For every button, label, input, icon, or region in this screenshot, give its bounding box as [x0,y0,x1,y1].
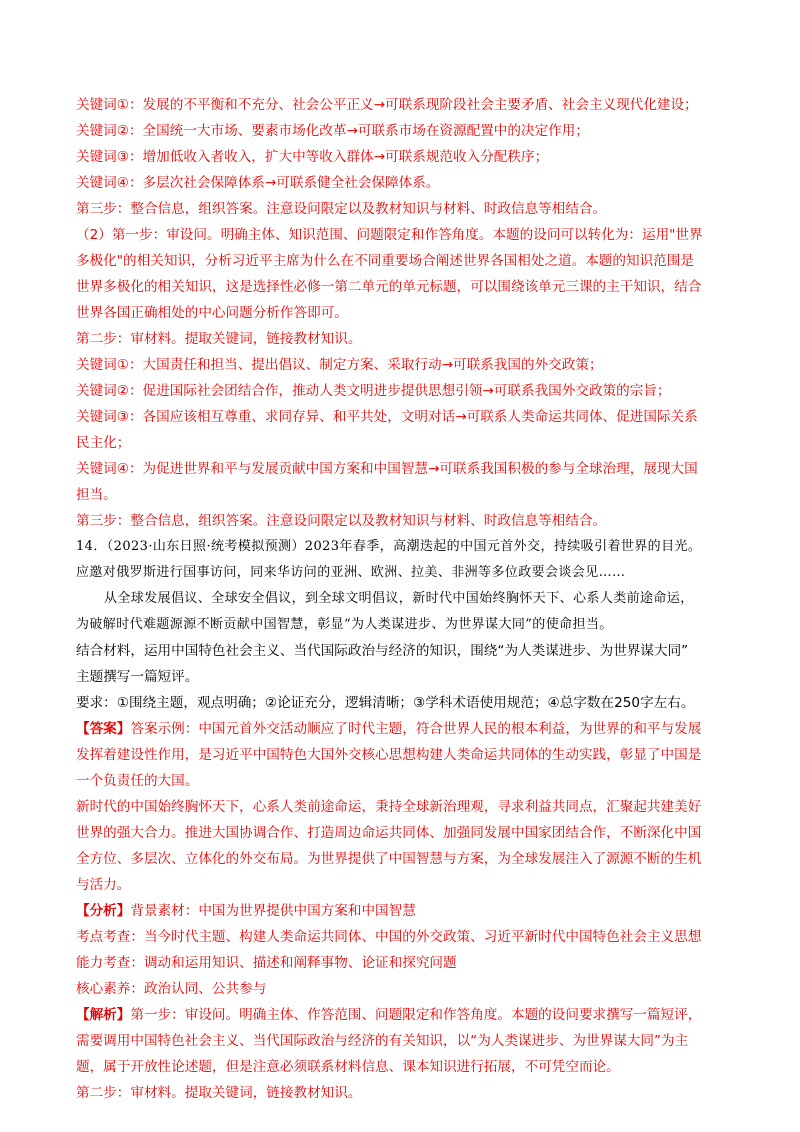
q14-literacy: 核心素养：政治认同、公共参与 [76,981,267,997]
q14-answer-line: 世界的强大合力。推进大国协调合作、打造周边命运共同体、加强同发展中国家团结合作，不断深化中国 [76,825,702,841]
q13p2-step-3: 第三步：整合信息，组织答案。注意设问限定以及教材知识与材料、时政信息等相结合。 [76,513,607,529]
q14-intro-line: 14．（2023·山东日照·统考模拟预测）2023年春季，高潮迭起的中国元首外交，持续吸引着世界的目光。 [76,539,702,554]
q13p2-keyword-3: 关键词③：各国应该相互尊重、求同存异、和平共处，文明对话→可联系人类命运共同体、促进国际关系 [76,409,698,425]
q13p2-keyword-4: 关键词④：为促进世界和平与发展贡献中国方案和中国智慧→可联系我国积极的参与全球治理，展现大国 [76,461,698,477]
q13p2-step1-line: 世界多极化的相关知识，这是选择性必修一第二单元的单元标题，可以围绕该单元三课的主干知识，结合 [76,279,702,295]
q14-answer-line: 发挥着建设性作用，是习近平中国特色大国外交核心思想构建人类命运共同体的生动实践，彰显了中国是 [76,747,702,763]
answer-tag: 【答案】 [76,721,131,737]
q13p2-keyword-3: 民主化； [76,435,131,451]
q14-explain-line [76,1002,726,1028]
q14-requirement: 要求：①围绕主题，观点明确；②论证充分，逻辑清晰；③学科术语使用规范；④总字数在250字左右。 [76,695,695,711]
q13-keyword-1: 关键词①：发展的不平衡和不充分、社会公平正义→可联系现阶段社会主要矛盾、社会主义现代化建设； [76,97,698,113]
q14-exam-points: 考点考查：当今时代主题、构建人类命运共同体、中国的外交政策、习近平新时代中国特色社会主义思想 [76,929,702,945]
explain-text: 第一步：审设问。明确主体、作答范围、问题限定和作答角度。本题的设问要求撰写一篇短评， [130,1007,702,1023]
q13p2-keyword-4: 担当。 [76,487,117,503]
q14-analysis-line [76,898,726,924]
q14-material-line: 为破解时代难题源源不断贡献中国智慧，彰显“为人类谋进步、为世界谋大同”的使命担当。 [76,617,613,632]
explain-tag: 【解析】 [76,1007,131,1023]
q14-answer-line: 一个负责任的大国。 [76,773,199,789]
q13-keyword-4: 关键词④：多层次社会保障体系→可联系健全社会保障体系。 [76,175,440,191]
q14-task-line: 主题撰写一篇短评。 [76,669,199,685]
analysis-background: 背景素材：中国为世界提供中国方案和中国智慧 [130,903,416,919]
q13p2-step1-line: （2）第一步：审设问。明确主体、知识范围、问题限定和作答角度。本题的设问可以转化为：运用"世界 [76,227,703,243]
q13-keyword-3: 关键词③：增加低收入者收入，扩大中等收入群体→可联系规范收入分配秩序； [76,149,549,165]
q14-answer-line: 全方位、多层次、立体化的外交布局。为世界提供了中国智慧与方案，为全球发展注入了源源不断的生机 [76,851,702,867]
q13p2-keyword-1: 关键词①：大国责任和担当、提出倡议、制定方案、采取行动→可联系我国的外交政策； [76,357,603,373]
q14-task-line: 结合材料，运用中国特色社会主义、当代国际政治与经济的知识，围绕“为人类谋进步、为世界谋大同” [76,643,689,659]
q13-keyword-2: 关键词②：全国统一大市场、要素市场化改革→可联系市场在资源配置中的决定作用； [76,123,589,139]
q14-intro-line: 应邀对俄罗斯进行国事访问，同来华访问的亚洲、欧洲、拉美、非洲等多位政要会谈会见…… [76,565,626,580]
q14-step-2: 第二步：审材料。提取关键词，链接教材知识。 [76,1085,362,1101]
q13p2-step1-line: 多极化"的相关知识，分析习近平主席为什么在不同重要场合阐述世界各国相处之道。本题的知识范围是 [76,253,694,269]
q13p2-step-2: 第二步：审材料。提取关键词，链接教材知识。 [76,331,362,347]
q14-answer-line: 新时代的中国始终胸怀天下，心系人类前途命运，秉持全球新治理观，寻求利益共同点，汇聚起共建美好 [76,799,702,815]
q13p2-step1-line: 世界各国正确相处的中心问题分析作答即可。 [76,305,348,321]
q14-explain-line: 题，属于开放性论述题，但是注意必须联系材料信息、课本知识进行拓展，不可凭空而论。 [76,1059,620,1075]
document-content [76,92,726,1106]
answer-text: 答案示例：中国元首外交活动顺应了时代主题，符合世界人民的根本利益，为世界的和平与发展 [130,721,702,737]
q13-step-3: 第三步：整合信息，组织答案。注意设问限定以及教材知识与材料、时政信息等相结合。 [76,201,607,217]
q14-ability: 能力考查：调动和运用知识、描述和阐释事物、论证和探究问题 [76,955,457,971]
q13p2-keyword-2: 关键词②：促进国际社会团结合作，推动人类文明进步提供思想引领→可联系我国外交政策的宗旨； [76,383,671,399]
q14-answer-line: 与活力。 [76,877,131,893]
analysis-tag: 【分析】 [76,903,131,919]
q14-answer-line [76,716,726,742]
q14-material-line: 从全球发展倡议、全球安全倡议，到全球文明倡议，新时代中国始终胸怀天下、心系人类前途命运， [104,591,694,606]
q14-explain-line: 需要调用中国特色社会主义、当代国际政治与经济的有关知识，以“为人类谋进步、为世界谋大同”为主 [76,1033,689,1049]
